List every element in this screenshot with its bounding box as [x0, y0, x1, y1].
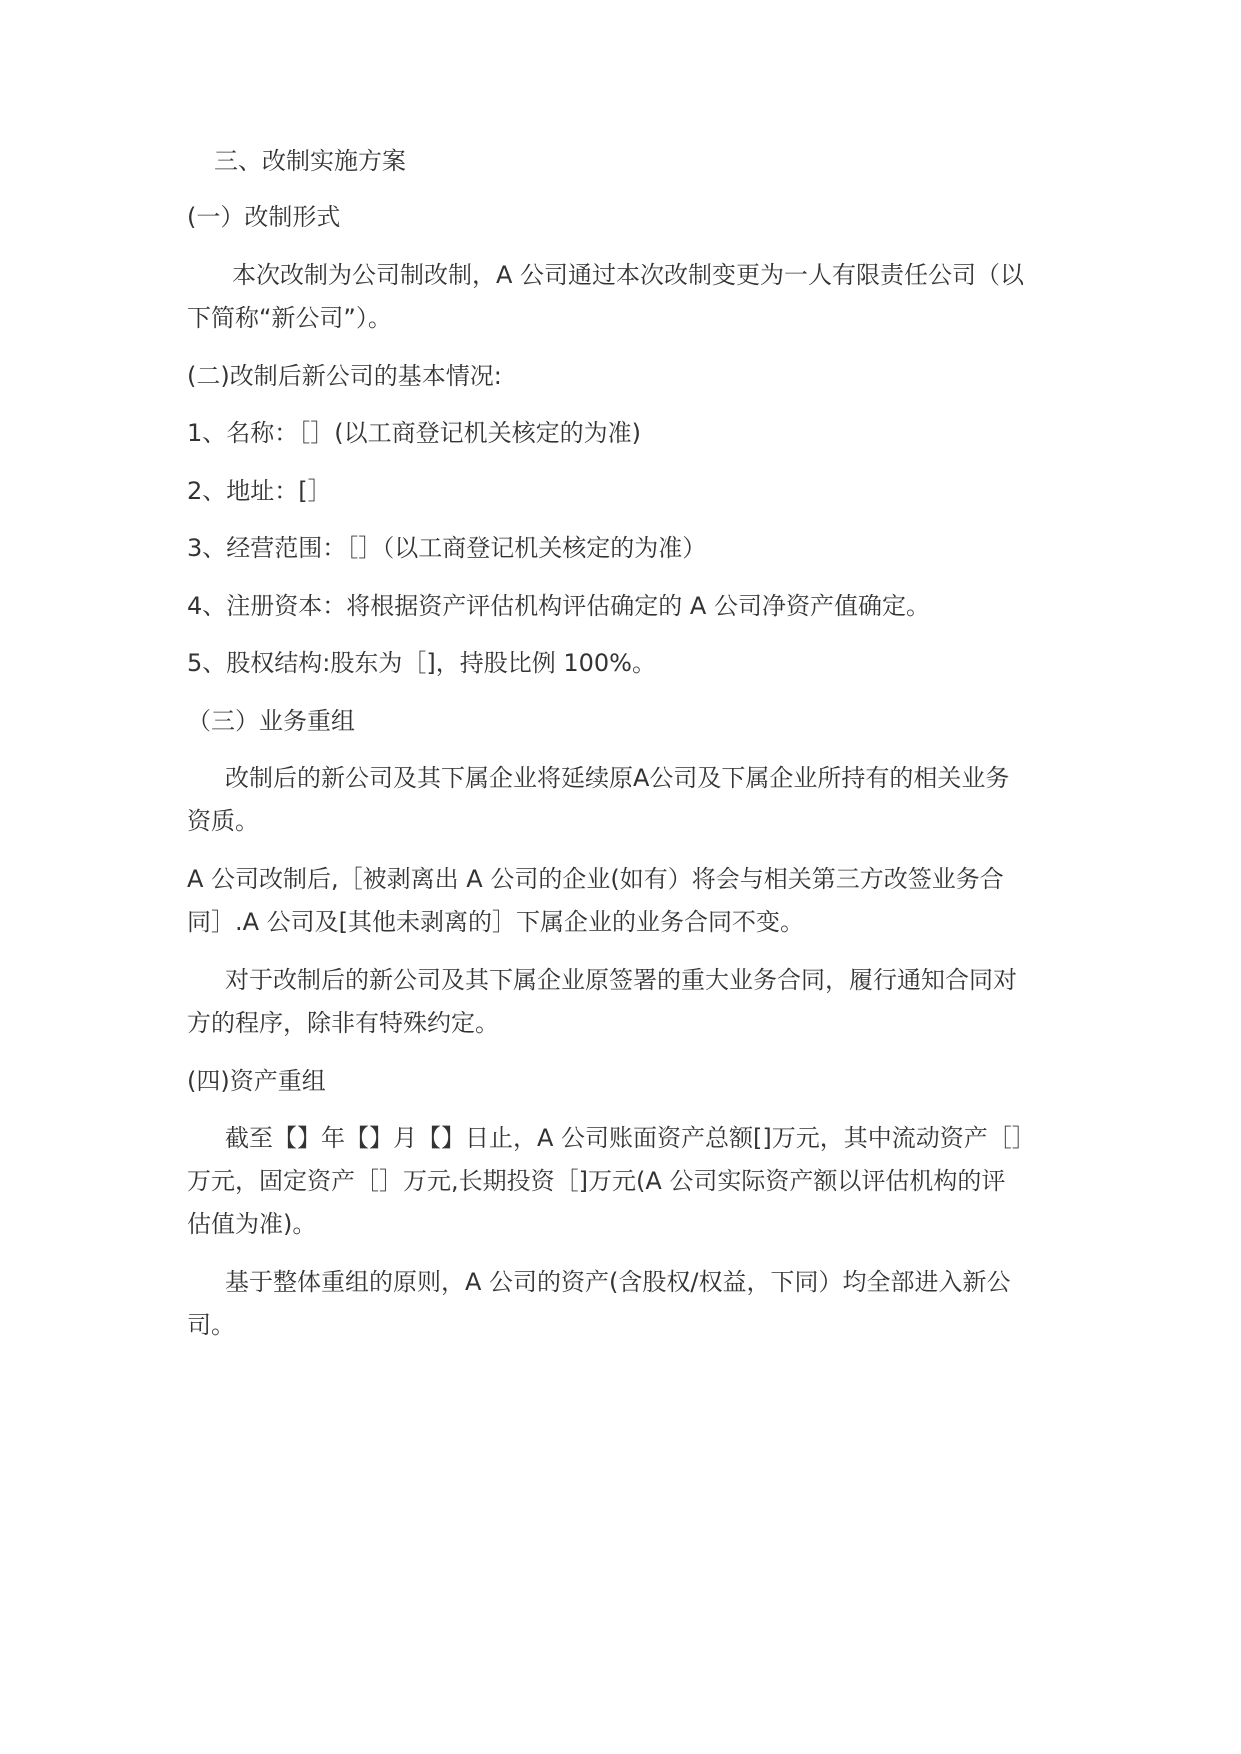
subsection-heading-2: (二)改制后新公司的基本情况: [187, 362, 502, 390]
paragraph-line: 万元，固定资产［］万元,长期投资［]万元(A 公司实际资产额以评估机构的评 [187, 1167, 1006, 1195]
list-item-equity-structure: 5、股权结构:股东为［]，持股比例 100%。 [187, 649, 656, 677]
subsection-heading-3: （三）业务重组 [187, 707, 355, 735]
paragraph-line: 资质。 [187, 807, 259, 835]
subsection-heading-1: (一）改制形式 [187, 203, 341, 231]
section-heading-3: 三、改制实施方案 [214, 147, 406, 175]
list-item-name: 1、名称：［］(以工商登记机关核定的为准) [187, 419, 641, 447]
paragraph-line: 估值为准)。 [187, 1210, 317, 1238]
paragraph-line: 方的程序，除非有特殊约定。 [187, 1009, 499, 1037]
subsection-heading-4: (四)资产重组 [187, 1067, 326, 1095]
list-item-business-scope: 3、经营范围：［］（以工商登记机关核定的为准） [187, 534, 707, 562]
paragraph-line: A 公司改制后,［被剥离出 A 公司的企业(如有）将会与相关第三方改签业务合 [187, 865, 1004, 893]
paragraph-line: 下简称“新公司”）。 [187, 304, 392, 332]
paragraph-line: 同］.A 公司及[其他未剥离的］下属企业的业务合同不变。 [187, 908, 805, 936]
paragraph-line: 本次改制为公司制改制，A 公司通过本次改制变更为一人有限责任公司（以 [232, 261, 1025, 289]
paragraph-line: 司。 [187, 1311, 235, 1339]
paragraph-line: 对于改制后的新公司及其下属企业原签署的重大业务合同，履行通知合同对 [225, 966, 1017, 994]
paragraph-line: 截至【】年【】月【】日止，A 公司账面资产总额[]万元，其中流动资产［］ [225, 1124, 1036, 1152]
paragraph-line: 改制后的新公司及其下属企业将延续原A公司及下属企业所持有的相关业务 [225, 764, 1010, 792]
paragraph-line: 基于整体重组的原则，A 公司的资产(含股权/权益，下同）均全部进入新公 [225, 1268, 1011, 1296]
list-item-address: 2、地址：[］ [187, 477, 332, 505]
list-item-registered-capital: 4、注册资本：将根据资产评估机构评估确定的 A 公司净资产值确定。 [187, 592, 930, 620]
